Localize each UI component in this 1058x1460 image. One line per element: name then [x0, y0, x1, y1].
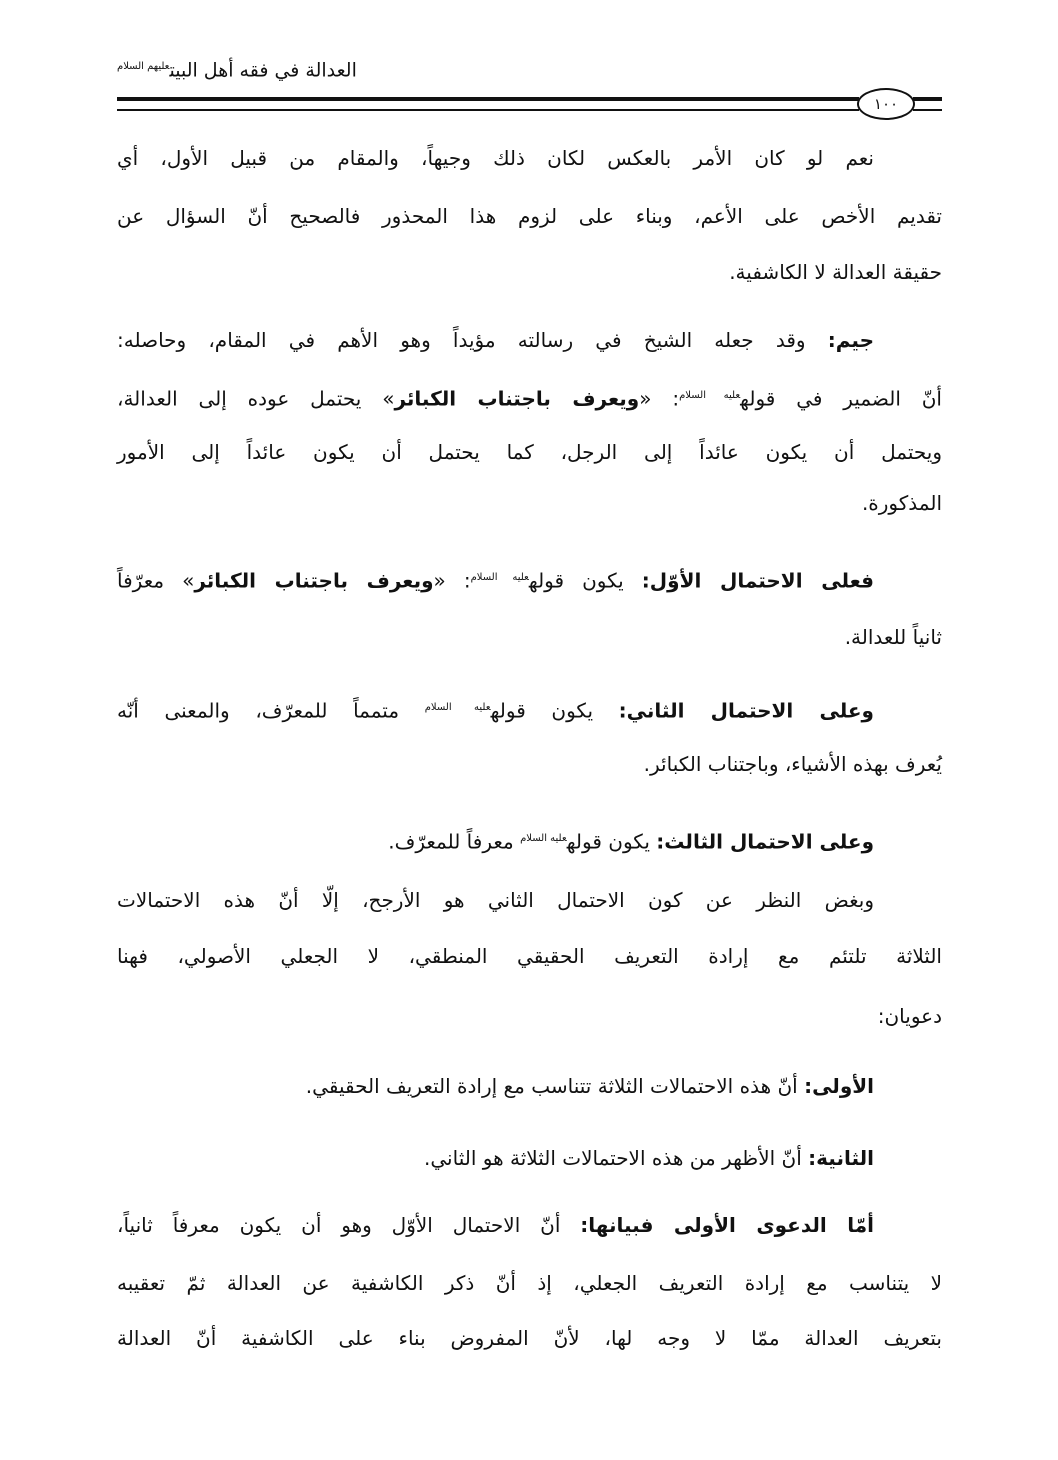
header-honorific: عليهم السلام	[117, 61, 170, 72]
text-segment: معرفاً للمعرّف.	[388, 829, 521, 854]
text-segment: متمماً للمعرّف، والمعنى أنّه	[117, 698, 425, 723]
bold-term: فعلى الاحتمال الأوّل:	[641, 568, 874, 593]
bold-term: وعلى الاحتمال الثاني:	[618, 698, 874, 723]
text-line	[117, 744, 942, 784]
text-segment: يُعرف بهذه الأشياء، وباجتناب الكبائر.	[643, 752, 942, 776]
text-segment: وقد جعله الشيخ في رسالته مؤيداً وهو الأهم في المقام، وحاصله:	[117, 328, 828, 352]
text-segment: » معرّفاً	[117, 568, 195, 593]
text-segment: أنّ الأظهر من هذه الاحتمالات الثلاثة هو الثاني.	[424, 1146, 809, 1170]
text-line	[117, 252, 942, 292]
text-segment: المذكورة.	[861, 491, 942, 515]
text-segment: وبغض النظر عن كون الاحتمال الثاني هو الأرجح، إلّا أنّ هذه الاحتمالات	[117, 888, 874, 912]
text-segment: ثانياً للعدالة.	[844, 625, 942, 649]
text-segment: دعويان:	[877, 1004, 942, 1028]
text-line	[117, 880, 874, 920]
text-segment: يكون قوله	[566, 829, 657, 854]
running-header	[117, 50, 357, 84]
text-line	[117, 936, 942, 976]
text-segment: ويحتمل أن يكون عائداً إلى الرجل، كما يحتمل أن يكون عائداً إلى الأمور	[117, 440, 942, 464]
text-segment: نعم لو كان الأمر بالعكس لكان ذلك وجيهاً، والمقام من قبيل الأول، أي	[117, 146, 874, 170]
text-segment: أنّ الضمير في قوله	[740, 386, 942, 411]
header-rule-thin	[117, 109, 859, 111]
bold-term: جيم:	[827, 328, 874, 352]
bold-term: الثانية:	[808, 1146, 874, 1170]
text-line	[117, 1066, 874, 1106]
text-segment: يكون قوله	[528, 568, 642, 593]
text-segment: : «	[433, 568, 471, 593]
text-line	[117, 432, 942, 472]
text-line	[117, 138, 874, 178]
header-rule-thick	[117, 97, 859, 101]
text-segment: حقيقة العدالة لا الكاشفية.	[729, 260, 942, 284]
text-line	[117, 688, 874, 728]
text-line	[117, 483, 942, 523]
text-segment: أنّ هذه الاحتمالات الثلاثة تتناسب مع إرادة التعريف الحقيقي.	[305, 1074, 805, 1098]
honorific-mark: عليه السلام	[424, 702, 491, 713]
header-rule-thick-right	[913, 97, 942, 101]
text-line	[117, 617, 942, 657]
text-line	[117, 1138, 874, 1178]
text-segment: تقديم الأخص على الأعم، وبناء على لزوم هذا المحذور فالصحيح أنّ السؤال عن	[117, 204, 942, 228]
bold-term: ويعرف باجتناب الكبائر	[194, 568, 434, 593]
text-line	[117, 196, 942, 236]
text-line	[117, 1318, 942, 1358]
honorific-mark: عليه السلام	[520, 833, 567, 844]
honorific-mark: عليه السلام	[470, 572, 529, 583]
text-line	[117, 996, 942, 1036]
page-number: ١٠٠	[857, 88, 915, 120]
text-segment: الثلاثة تلتئم مع إرادة التعريف الحقيقي المنطقي، لا الجعلي الأصولي، فهنا	[117, 944, 942, 968]
text-segment: » يحتمل عوده إلى العدالة،	[117, 386, 395, 411]
bold-term: وعلى الاحتمال الثالث:	[656, 829, 874, 854]
honorific-mark: عليه السلام	[679, 390, 741, 401]
text-line	[117, 320, 874, 360]
bold-term: ويعرف باجتناب الكبائر	[394, 386, 640, 411]
header-title: العدالة في فقه أهل البيت	[169, 59, 357, 82]
text-line	[117, 1205, 874, 1245]
text-line	[117, 376, 942, 416]
bold-term: الأولى:	[804, 1074, 874, 1098]
text-segment: بتعريف العدالة ممّا لا وجه لها، لأنّ المفروض بناء على الكاشفية أنّ العدالة	[117, 1326, 942, 1350]
text-segment: : «	[639, 386, 680, 411]
text-line	[117, 1263, 942, 1303]
header-rule-thin-right	[913, 109, 942, 111]
text-line	[117, 558, 874, 598]
text-segment: يكون قوله	[490, 698, 619, 723]
text-segment: أنّ الاحتمال الأوّل وهو أن يكون معرفاً ثانياً،	[117, 1213, 581, 1237]
text-segment: لا يتناسب مع إرادة التعريف الجعلي، إذ أنّ ذكر الكاشفية عن العدالة ثمّ تعقيبه	[117, 1271, 942, 1295]
bold-term: أمّا الدعوى الأولى فبيانها:	[580, 1213, 874, 1237]
text-line	[117, 819, 874, 859]
